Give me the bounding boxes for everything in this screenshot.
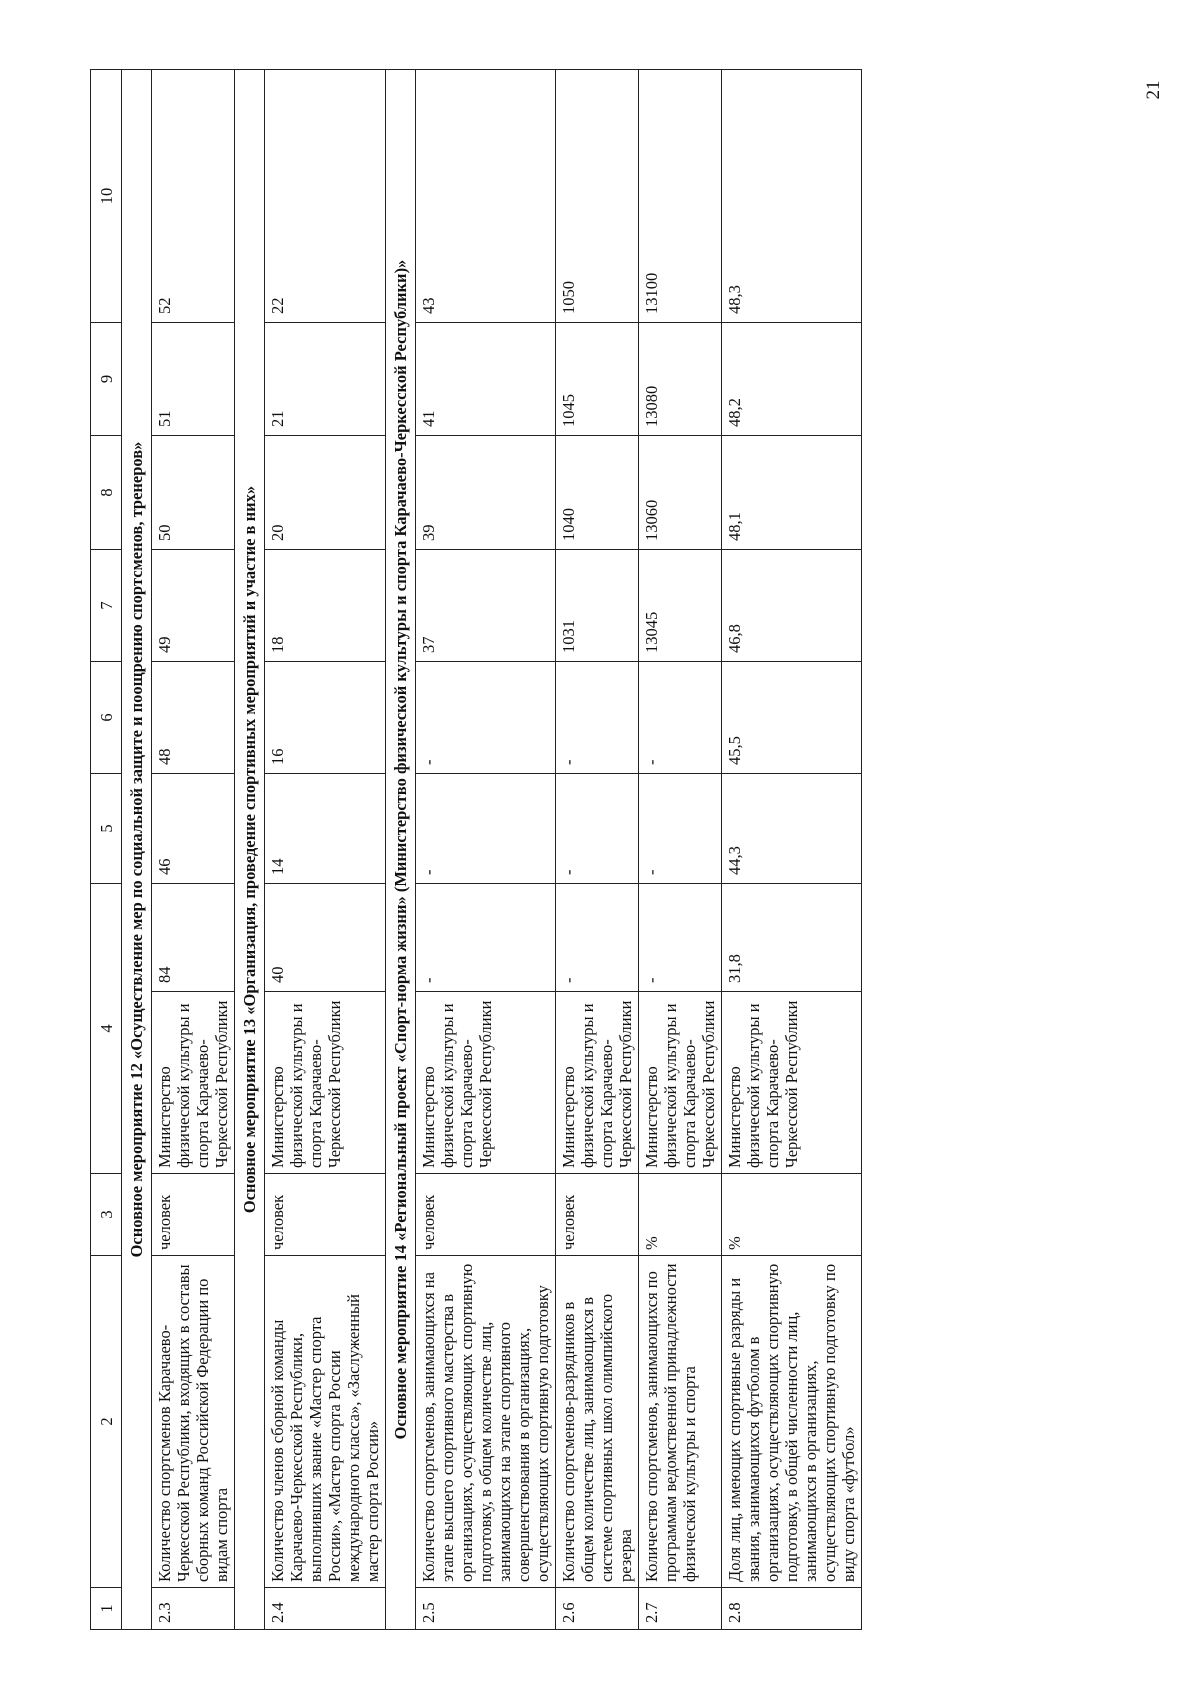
- section-title: Основное мероприятие 14 «Региональный проект «Спорт-норма жизни» (Министерство физической культуры и спорта Карачаево-Черкесской Республики)»: [386, 70, 416, 1630]
- value-cell: 48,3: [722, 70, 862, 323]
- column-number: 8: [91, 436, 122, 550]
- indicator-name: Доля лиц, имеющих спортивные разряды и звания, занимающихся футболом в организациях, осуществляющих спортивную подготовку, в общей численности лиц, занимающихся в организациях, осуществляющих спортивную подготовку по виду спорта «футбол»: [722, 1256, 862, 1588]
- value-cell: 40: [265, 884, 386, 992]
- unit-cell: %: [639, 1174, 722, 1256]
- value-cell: 51: [152, 323, 235, 436]
- unit-cell: человек: [152, 1174, 235, 1256]
- page-number: 21: [1143, 80, 1164, 100]
- value-cell: 44,3: [722, 774, 862, 884]
- column-number: 10: [91, 70, 122, 323]
- indicators-table: [90, 69, 862, 1630]
- column-number: 7: [91, 550, 122, 662]
- value-cell: 20: [265, 436, 386, 550]
- value-cell: -: [556, 774, 639, 884]
- indicator-name: Количество спортсменов, занимающихся по программам ведомственной принадлежности физической культуры и спорта: [639, 1256, 722, 1588]
- value-cell: 48: [152, 662, 235, 774]
- value-cell: -: [416, 662, 556, 774]
- table-row: [152, 70, 235, 1630]
- table-row: [556, 70, 639, 1630]
- unit-cell: %: [722, 1174, 862, 1256]
- table-row: [639, 70, 722, 1630]
- value-cell: 13045: [639, 550, 722, 662]
- value-cell: 45,5: [722, 662, 862, 774]
- value-cell: 41: [416, 323, 556, 436]
- column-number: 9: [91, 323, 122, 436]
- column-number: 4: [91, 884, 122, 1174]
- indicator-name: Количество спортсменов Карачаево-Черкесской Республики, входящих в составы сборных команд Российской Федерации по видам спорта: [152, 1256, 235, 1588]
- executor-cell: Министерство физической культуры и спорта Карачаево-Черкесской Республики: [416, 992, 556, 1174]
- unit-cell: человек: [416, 1174, 556, 1256]
- table-row: [416, 70, 556, 1630]
- value-cell: 14: [265, 774, 386, 884]
- value-cell: 31,8: [722, 884, 862, 992]
- section-header-row: [386, 70, 416, 1630]
- value-cell: -: [639, 884, 722, 992]
- value-cell: 13060: [639, 436, 722, 550]
- indicator-name: Количество членов сборной команды Карачаево-Черкесской Республики, выполнивших звание «Мастер спорта России», «Мастер спорта России международного класса», «Заслуженный мастер спорта России»: [265, 1256, 386, 1588]
- column-number: 6: [91, 662, 122, 774]
- value-cell: 1040: [556, 436, 639, 550]
- value-cell: 39: [416, 436, 556, 550]
- indicator-name: Количество спортсменов, занимающихся на этапе высшего спортивного мастерства в организациях, осуществляющих спортивную подготовку, в общем количестве лиц, занимающихся на этапе спортивного совершенствования в организациях, осуществляющих спортивную подготовку: [416, 1256, 556, 1588]
- row-code: 2.8: [722, 1588, 862, 1630]
- row-code: 2.7: [639, 1588, 722, 1630]
- row-code: 2.3: [152, 1588, 235, 1630]
- value-cell: -: [639, 774, 722, 884]
- row-code: 2.4: [265, 1588, 386, 1630]
- column-number: 3: [91, 1174, 122, 1256]
- value-cell: -: [416, 774, 556, 884]
- value-cell: 49: [152, 550, 235, 662]
- section-title: Основное мероприятие 12 «Осуществление мер по социальной защите и поощрению спортсменов, тренеров»: [122, 70, 152, 1630]
- unit-cell: человек: [556, 1174, 639, 1256]
- value-cell: 18: [265, 550, 386, 662]
- value-cell: 46: [152, 774, 235, 884]
- value-cell: 1031: [556, 550, 639, 662]
- section-header-row: [122, 70, 152, 1630]
- value-cell: -: [556, 662, 639, 774]
- executor-cell: Министерство физической культуры и спорта Карачаево-Черкесской Республики: [556, 992, 639, 1174]
- value-cell: 46,8: [722, 550, 862, 662]
- value-cell: 84: [152, 884, 235, 992]
- value-cell: 21: [265, 323, 386, 436]
- executor-cell: Министерство физической культуры и спорта Карачаево-Черкесской Республики: [152, 992, 235, 1174]
- executor-cell: Министерство физической культуры и спорта Карачаево-Черкесской Республики: [722, 992, 862, 1174]
- value-cell: 1045: [556, 323, 639, 436]
- value-cell: -: [556, 884, 639, 992]
- value-cell: -: [416, 884, 556, 992]
- column-number: 1: [91, 1588, 122, 1630]
- indicator-name: Количество спортсменов-разрядников в общем количестве лиц, занимающихся в системе спортивных школ олимпийского резерва: [556, 1256, 639, 1588]
- table-row: [265, 70, 386, 1630]
- rotated-page-content: [90, 70, 1130, 1630]
- executor-cell: Министерство физической культуры и спорта Карачаево-Черкесской Республики: [639, 992, 722, 1174]
- value-cell: 48,1: [722, 436, 862, 550]
- row-code: 2.5: [416, 1588, 556, 1630]
- value-cell: -: [639, 662, 722, 774]
- value-cell: 50: [152, 436, 235, 550]
- column-number: 5: [91, 774, 122, 884]
- column-number: 2: [91, 1256, 122, 1588]
- section-title: Основное мероприятие 13 «Организация, проведение спортивных мероприятий и участие в них»: [235, 70, 265, 1630]
- executor-cell: Министерство физической культуры и спорта Карачаево-Черкесской Республики: [265, 992, 386, 1174]
- value-cell: 43: [416, 70, 556, 323]
- section-header-row: [235, 70, 265, 1630]
- value-cell: 16: [265, 662, 386, 774]
- value-cell: 13100: [639, 70, 722, 323]
- value-cell: 13080: [639, 323, 722, 436]
- value-cell: 1050: [556, 70, 639, 323]
- unit-cell: человек: [265, 1174, 386, 1256]
- value-cell: 37: [416, 550, 556, 662]
- column-number-row: [91, 70, 122, 1630]
- value-cell: 48,2: [722, 323, 862, 436]
- table-row: [722, 70, 862, 1630]
- row-code: 2.6: [556, 1588, 639, 1630]
- value-cell: 22: [265, 70, 386, 323]
- value-cell: 52: [152, 70, 235, 323]
